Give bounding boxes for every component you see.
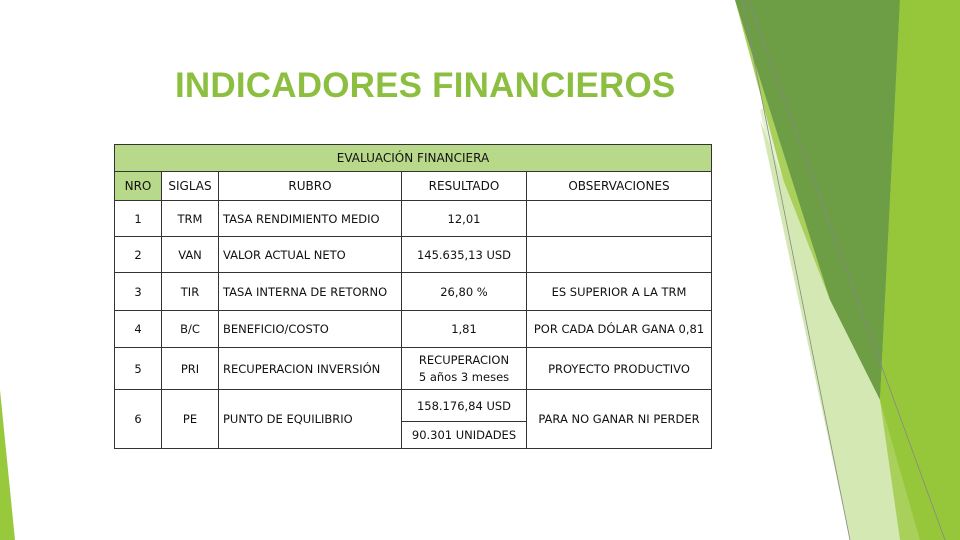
cell-sigla: PRI [162,348,219,390]
table-row [115,273,712,311]
table-row [115,348,712,390]
cell-nro: 6 [115,390,162,449]
cell-nro: 2 [115,237,162,273]
cell-resultado-unidades: 90.301 UNIDADES [402,422,527,449]
table-row [115,237,712,273]
header-observaciones: OBSERVACIONES [527,172,712,201]
cell-observacion: ES SUPERIOR A LA TRM [527,273,712,311]
cell-sigla: TIR [162,273,219,311]
header-resultado: RESULTADO [402,172,527,201]
cell-resultado [402,348,527,390]
cell-rubro: BENEFICIO/COSTO [219,311,402,348]
page-title: INDICADORES FINANCIEROS [175,66,676,105]
cell-rubro: RECUPERACION INVERSIÓN [219,348,402,390]
financial-evaluation-table [114,144,712,449]
cell-nro: 5 [115,348,162,390]
cell-rubro: VALOR ACTUAL NETO [219,237,402,273]
cell-resultado: 26,80 % [402,273,527,311]
table-row [115,390,712,422]
cell-observacion: POR CADA DÓLAR GANA 0,81 [527,311,712,348]
cell-sigla: B/C [162,311,219,348]
cell-sigla: TRM [162,201,219,237]
cell-observacion [527,237,712,273]
header-rubro: RUBRO [219,172,402,201]
header-nro: NRO [115,172,162,201]
cell-rubro: TASA RENDIMIENTO MEDIO [219,201,402,237]
cell-sigla: PE [162,390,219,449]
cell-nro: 4 [115,311,162,348]
table-row [115,201,712,237]
header-siglas: SIGLAS [162,172,219,201]
table-caption: EVALUACIÓN FINANCIERA [115,145,712,172]
cell-sigla: VAN [162,237,219,273]
cell-rubro: TASA INTERNA DE RETORNO [219,273,402,311]
resultado-line-2: 5 años 3 meses [418,369,510,384]
cell-resultado: 145.635,13 USD [402,237,527,273]
cell-nro: 3 [115,273,162,311]
cell-resultado: 12,01 [402,201,527,237]
cell-observacion [527,201,712,237]
left-green-triangle [0,390,15,540]
cell-resultado: 1,81 [402,311,527,348]
table-row [115,311,712,348]
table-header-row [115,172,712,201]
resultado-line-1: RECUPERACION [418,352,510,367]
cell-resultado-usd: 158.176,84 USD [402,390,527,422]
cell-nro: 1 [115,201,162,237]
cell-observacion: PROYECTO PRODUCTIVO [527,348,712,390]
cell-rubro: PUNTO DE EQUILIBRIO [219,390,402,449]
cell-observacion: PARA NO GANAR NI PERDER [527,390,712,449]
